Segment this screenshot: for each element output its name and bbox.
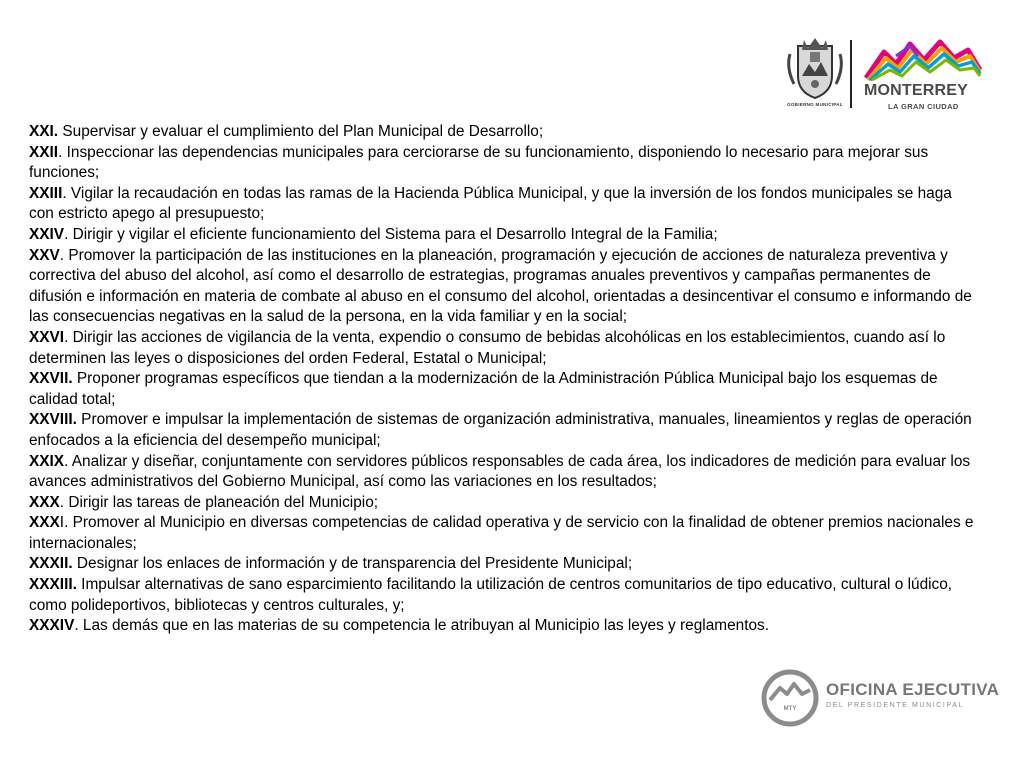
item-numeral: XXI.	[29, 123, 59, 140]
list-item	[29, 410, 979, 451]
item-numeral: XXIII	[29, 184, 63, 202]
footer-logo	[760, 668, 1010, 728]
brand-tagline: LA GRAN CIUDAD	[888, 102, 959, 111]
item-text: . Dirigir las acciones de vigilancia de la venta, expendio o consumo de bebidas alcohólicas en los establecimientos, cuando así lo determinen las leyes o disposiciones del orden Federal, Estatal o Municipal;	[29, 328, 946, 367]
item-numeral: XXIV	[29, 225, 65, 243]
item-text: . Dirigir y vigilar el eficiente funcionamiento del Sistema para el Desarrollo Integral de la Familia;	[64, 225, 718, 243]
list-item	[29, 184, 979, 225]
list-item	[29, 452, 979, 493]
item-text: . Promover la participación de las instituciones en la planeación, programación y ejecución de acciones de naturaleza preventiva y correctiva del abuso del alcohol, así como el desarrollo de estrategias, programas anuales preventivos y campañas permanentes de difusión e información en materia de combate al abuso en el consumo del alcohol, orientadas a desincentivar el consumo e informando de las consecuencias negativas en la salud de la persona, en la vida familiar y en la social;	[29, 246, 972, 326]
item-numeral: XXII	[29, 143, 59, 161]
item-numeral: XXXII.	[29, 555, 73, 573]
item-text: Designar los enlaces de información y de transparencia del Presidente Municipal;	[72, 555, 633, 573]
item-numeral: XXV	[29, 246, 60, 264]
attributions-list	[29, 122, 979, 637]
list-item	[29, 369, 979, 410]
item-text: I. Promover al Municipio en diversas competencias de calidad operativa y de servicio con la finalidad de obtener premios nacionales e internacionales;	[29, 514, 974, 552]
item-text: . Las demás que en las materias de su competencia le atribuyan al Municipio las leyes y reglamentos.	[74, 617, 769, 635]
list-item	[29, 493, 979, 514]
footer-subtitle: DEL PRESIDENTE MUNICIPAL	[826, 702, 964, 709]
list-item	[29, 246, 979, 328]
item-numeral: XXVI	[29, 328, 65, 346]
item-numeral: XXVII.	[29, 370, 73, 388]
list-item	[29, 328, 979, 369]
list-item	[29, 225, 979, 246]
item-text: Proponer programas específicos que tiendan a la modernización de la Administración Pública Municipal bajo los esquemas de calidad total;	[29, 370, 938, 408]
list-item	[29, 143, 979, 184]
crest-caption: GOBIERNO MUNICIPAL	[787, 102, 843, 107]
item-numeral: XXXIII.	[29, 576, 77, 594]
item-text: . Inspeccionar las dependencias municipales para cerciorarse de su funcionamiento, disponiendo lo necesario para mejorar sus funciones;	[29, 143, 929, 182]
item-text: . Vigilar la recaudación en todas las ramas de la Hacienda Pública Municipal, y que la inversión de los fondos municipales se haga con estricto apego al presupuesto;	[29, 184, 952, 223]
footer-title: OFICINA EJECUTIVA	[826, 680, 1000, 699]
item-text: Supervisar y evaluar el cumplimiento del Plan Municipal de Desarrollo;	[58, 123, 544, 140]
item-numeral: XXXIV	[29, 617, 75, 635]
list-item	[29, 575, 979, 616]
header-divider	[850, 40, 852, 108]
list-item	[29, 513, 979, 554]
item-numeral: XXVIII.	[29, 411, 77, 429]
item-text: Impulsar alternativas de sano esparcimiento facilitando la utilización de centros comunitarios de tipo educativo, cultural o lúdico, como polideportivos, bibliotecas y centros culturales, y;	[29, 576, 953, 614]
item-text: Promover e impulsar la implementación de sistemas de organización administrativa, manuales, lineamientos y reglas de operación enfocados a la eficiencia del desempeño municipal;	[29, 411, 972, 449]
list-item	[29, 122, 979, 143]
item-numeral: XXX	[29, 493, 60, 511]
list-item	[29, 616, 979, 637]
item-text: . Analizar y diseñar, conjuntamente con servidores públicos responsables de cada área, los indicadores de medición para evaluar los avances administrativos del Gobierno Municipal, así como las variaciones en los resultados;	[29, 452, 971, 491]
oficina-ejecutiva-mountain-icon	[760, 668, 820, 728]
header-logos	[784, 36, 984, 116]
list-item	[29, 554, 979, 575]
item-numeral: XXIX	[29, 452, 65, 470]
municipal-crest-icon	[784, 36, 846, 108]
item-numeral: XXX	[29, 514, 60, 532]
item-text: . Dirigir las tareas de planeación del Municipio;	[59, 493, 379, 511]
footer-mark-text: MTY	[783, 706, 797, 712]
brand-name: MONTERREY	[864, 82, 969, 99]
